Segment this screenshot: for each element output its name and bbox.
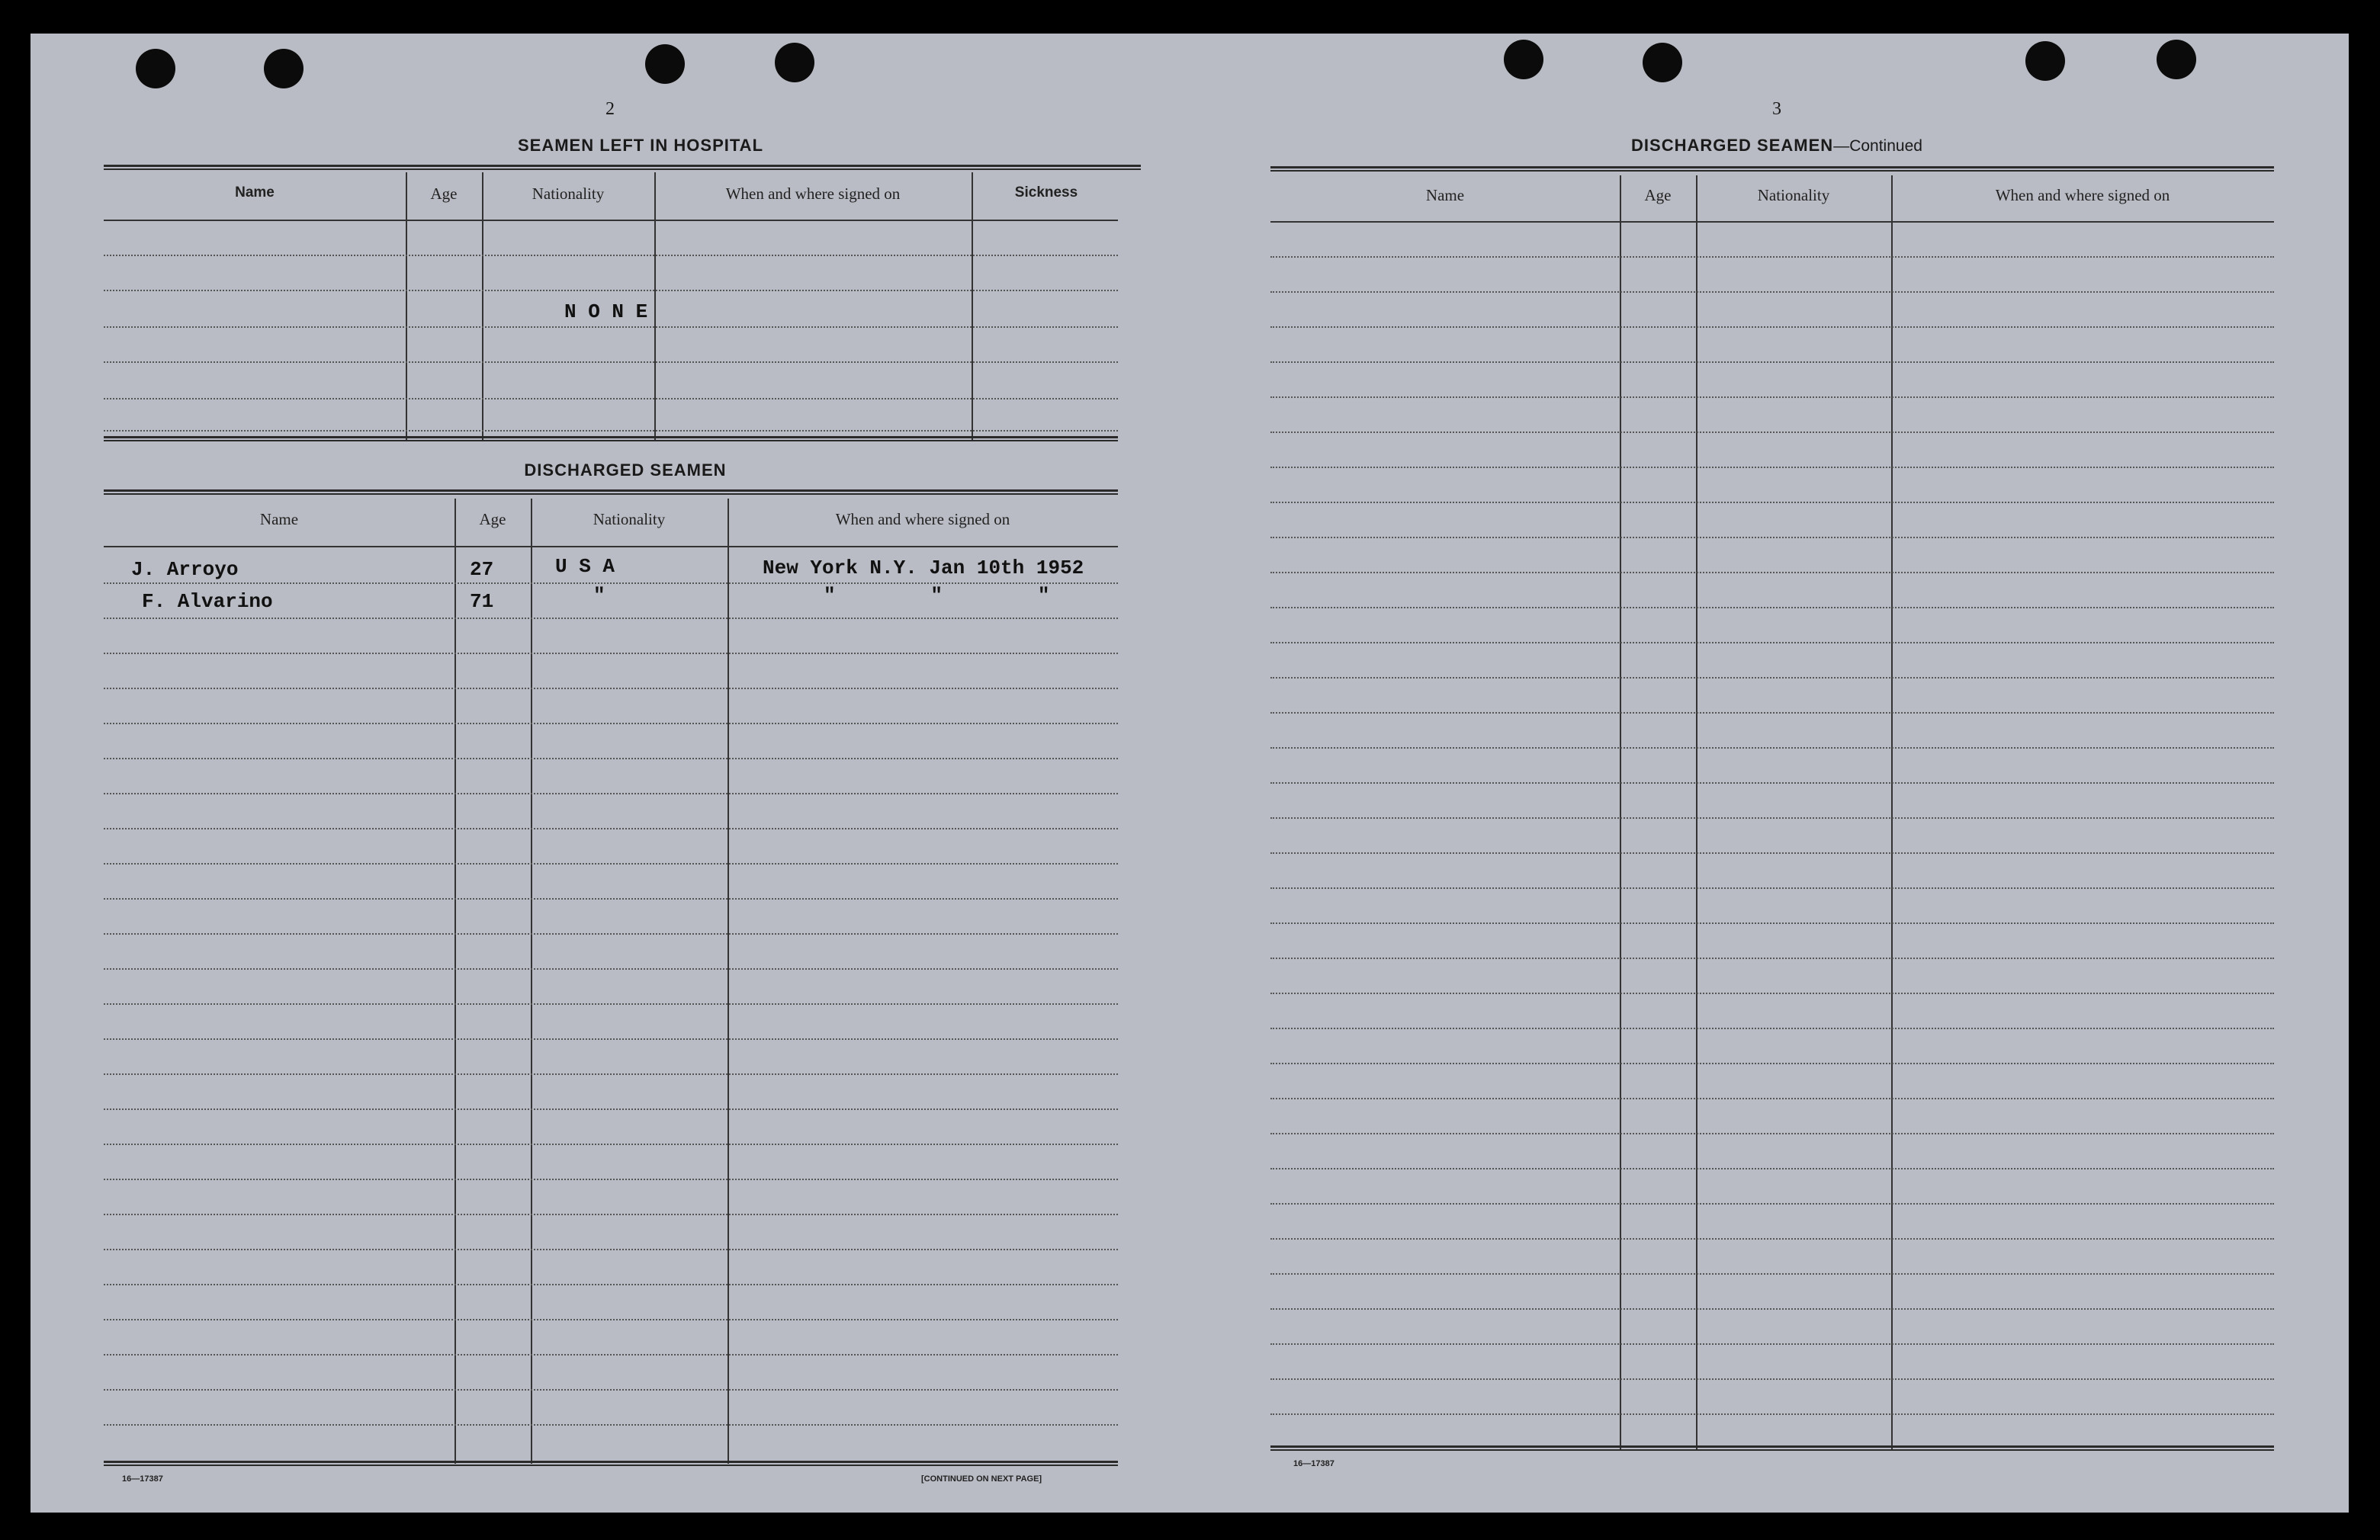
column-header-signed-on: When and where signed on bbox=[835, 510, 1010, 528]
entry-line bbox=[104, 1179, 1118, 1180]
column-divider bbox=[1891, 175, 1893, 1450]
column-header-name: Name bbox=[1425, 186, 1465, 204]
document-sheet bbox=[31, 34, 2349, 1513]
entry-line bbox=[1270, 958, 2274, 959]
hospital-none-entry: N O N E bbox=[564, 300, 648, 323]
entry-line bbox=[104, 1073, 1118, 1075]
double-rule bbox=[104, 489, 1118, 495]
entry-line bbox=[104, 1003, 1118, 1005]
entry-line bbox=[1270, 1063, 2274, 1064]
punch-hole bbox=[775, 43, 814, 82]
entry-line bbox=[104, 1319, 1118, 1320]
entry-line bbox=[104, 1249, 1118, 1250]
entry-line bbox=[104, 1144, 1118, 1145]
entry-line bbox=[104, 326, 1118, 328]
column-divider bbox=[972, 172, 973, 441]
entry-line bbox=[1270, 747, 2274, 749]
entry-line bbox=[1270, 993, 2274, 994]
header-rule bbox=[104, 220, 1118, 221]
entry-line bbox=[1270, 1308, 2274, 1310]
punch-hole bbox=[1504, 40, 1543, 79]
entry-line bbox=[1270, 817, 2274, 819]
entry-line bbox=[1270, 1343, 2274, 1345]
entry-line bbox=[1270, 256, 2274, 258]
double-rule bbox=[1270, 1445, 2274, 1451]
punch-hole bbox=[264, 49, 304, 88]
entry-line bbox=[1270, 291, 2274, 293]
entry-line bbox=[1270, 922, 2274, 924]
column-divider bbox=[1696, 175, 1697, 1450]
entry-line bbox=[1270, 782, 2274, 784]
entry-line bbox=[1270, 467, 2274, 468]
entry-line bbox=[104, 723, 1118, 724]
column-divider bbox=[406, 172, 407, 441]
hospital-section-title: SEAMEN LEFT IN HOSPITAL bbox=[517, 136, 764, 155]
entry-line bbox=[1270, 361, 2274, 363]
column-header-name: Name bbox=[235, 184, 275, 201]
row-1-signed-on: New York N.Y. Jan 10th 1952 bbox=[763, 557, 1084, 579]
double-rule bbox=[104, 436, 1118, 441]
column-divider bbox=[1620, 175, 1621, 1450]
row-1-age: 27 bbox=[470, 558, 494, 581]
entry-line bbox=[1270, 607, 2274, 608]
entry-line bbox=[104, 430, 1118, 432]
entry-line bbox=[1270, 1098, 2274, 1099]
entry-line bbox=[104, 688, 1118, 689]
entry-line bbox=[104, 1284, 1118, 1285]
entry-line bbox=[1270, 1378, 2274, 1380]
punch-hole bbox=[136, 49, 175, 88]
entry-line bbox=[104, 793, 1118, 794]
entry-line bbox=[104, 653, 1118, 654]
form-code: 16—17387 bbox=[1293, 1459, 1335, 1468]
row-1-nationality: U S A bbox=[555, 555, 615, 578]
entry-line bbox=[1270, 1273, 2274, 1275]
entry-line bbox=[104, 255, 1118, 256]
entry-line bbox=[1270, 326, 2274, 328]
entry-line bbox=[1270, 572, 2274, 573]
entry-line bbox=[104, 361, 1118, 363]
entry-line bbox=[104, 898, 1118, 900]
entry-line bbox=[104, 398, 1118, 399]
entry-line bbox=[104, 828, 1118, 829]
punch-hole bbox=[1643, 43, 1682, 82]
entry-line bbox=[1270, 887, 2274, 889]
entry-line bbox=[104, 758, 1118, 759]
header-rule bbox=[1270, 221, 2274, 223]
entry-line bbox=[1270, 1203, 2274, 1205]
column-header-nationality: Nationality bbox=[1757, 186, 1830, 204]
entry-line bbox=[1270, 432, 2274, 433]
entry-line bbox=[1270, 502, 2274, 503]
discharged-section-title: DISCHARGED SEAMEN bbox=[524, 460, 727, 480]
entry-line bbox=[104, 968, 1118, 970]
page-number: 2 bbox=[605, 99, 615, 119]
right-section-title bbox=[1540, 136, 2013, 156]
row-1-name: J. Arroyo bbox=[131, 558, 239, 581]
entry-line bbox=[104, 1354, 1118, 1356]
entry-line bbox=[104, 1424, 1118, 1426]
column-header-age: Age bbox=[479, 510, 506, 528]
entry-line bbox=[104, 618, 1118, 619]
entry-line bbox=[1270, 642, 2274, 643]
entry-line bbox=[1270, 1028, 2274, 1029]
column-header-age: Age bbox=[430, 184, 458, 203]
column-header-signed-on: When and where signed on bbox=[725, 184, 901, 203]
row-2-nationality: " bbox=[593, 584, 605, 607]
entry-line bbox=[104, 933, 1118, 935]
entry-line bbox=[104, 1214, 1118, 1215]
column-header-name: Name bbox=[259, 510, 299, 528]
row-2-signed-on: " " " bbox=[824, 584, 1050, 607]
column-header-age: Age bbox=[1644, 186, 1672, 204]
entry-line bbox=[104, 290, 1118, 291]
right-title-main: DISCHARGED SEAMEN bbox=[1631, 136, 1834, 155]
entry-line bbox=[104, 1108, 1118, 1110]
column-divider bbox=[654, 172, 656, 441]
double-rule bbox=[104, 1461, 1118, 1466]
entry-line bbox=[104, 1389, 1118, 1391]
entry-line bbox=[1270, 1413, 2274, 1415]
column-header-sickness: Sickness bbox=[1014, 184, 1078, 201]
column-header-signed-on: When and where signed on bbox=[1995, 186, 2170, 204]
entry-line bbox=[104, 1038, 1118, 1040]
entry-line bbox=[1270, 1133, 2274, 1134]
entry-line bbox=[1270, 677, 2274, 679]
header-rule bbox=[104, 546, 1118, 547]
row-2-age: 71 bbox=[470, 590, 494, 613]
punch-hole bbox=[645, 44, 685, 84]
entry-line bbox=[1270, 712, 2274, 714]
punch-hole bbox=[2157, 40, 2196, 79]
column-header-nationality: Nationality bbox=[532, 184, 605, 203]
entry-line bbox=[1270, 1168, 2274, 1169]
right-title-suffix: —Continued bbox=[1833, 137, 1922, 155]
row-2-name: F. Alvarino bbox=[142, 590, 273, 613]
form-code: 16—17387 bbox=[122, 1474, 163, 1484]
continued-note: [CONTINUED ON NEXT PAGE] bbox=[921, 1474, 1042, 1484]
entry-line bbox=[1270, 537, 2274, 538]
entry-line bbox=[1270, 396, 2274, 398]
double-rule bbox=[104, 165, 1141, 170]
entry-line bbox=[104, 863, 1118, 865]
column-header-nationality: Nationality bbox=[593, 510, 666, 528]
column-divider bbox=[482, 172, 483, 441]
entry-line bbox=[1270, 852, 2274, 854]
double-rule bbox=[1270, 166, 2274, 172]
punch-hole bbox=[2025, 41, 2065, 81]
page-number: 3 bbox=[1772, 99, 1781, 119]
entry-line bbox=[1270, 1238, 2274, 1240]
